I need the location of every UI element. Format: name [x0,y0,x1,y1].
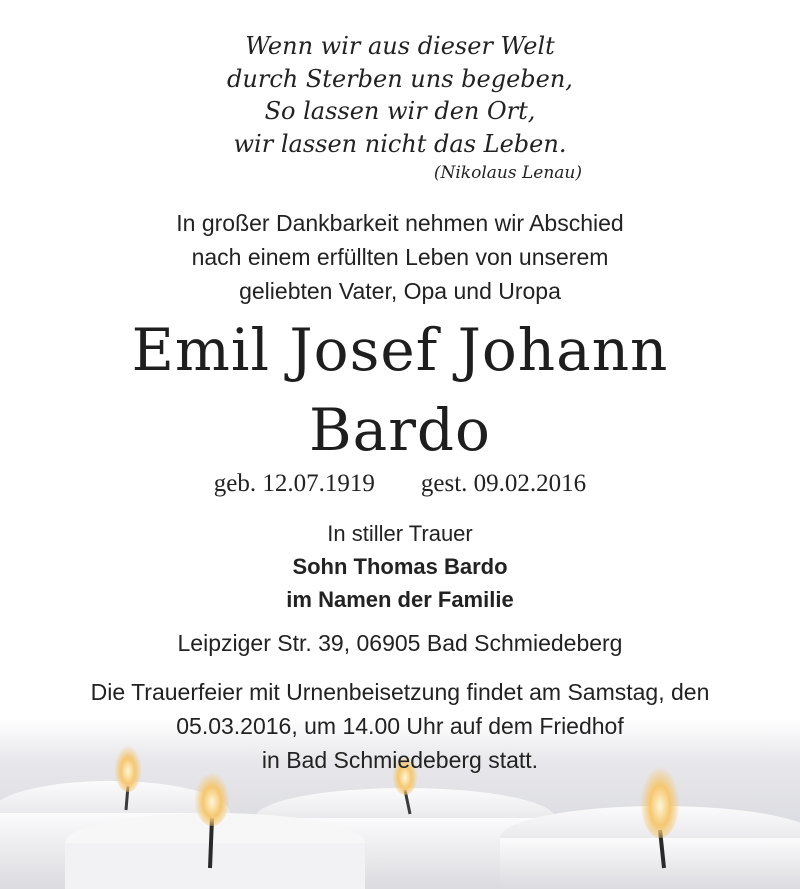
address: Leipziger Str. 39, 06905 Bad Schmiedeberg [177,630,623,656]
poem-line: Wenn wir aus dieser Welt [245,32,555,60]
mourners [0,517,800,616]
poem-author: (Nikolaus Lenau) [433,163,582,183]
mourners-name: Sohn Thomas Bardo [292,554,508,579]
deceased-given-names: Emil Josef Johann [131,316,669,384]
poem-line: durch Sterben uns begeben, [227,64,573,93]
intro-line: nach einem erfüllten Leben von unserem [191,244,609,270]
ceremony-line: 05.03.2016, um 14.00 Uhr auf dem Friedhof [176,713,624,739]
life-dates [0,470,800,498]
intro-text [0,206,800,308]
birth-date: geb. 12.07.1919 [213,470,375,497]
poem-line: So lassen wir den Ort, [264,97,536,125]
deceased-surname: Bardo [309,396,491,464]
mourners-heading: In stiller Trauer [327,521,473,546]
ceremony-info [0,675,800,777]
intro-line: In großer Dankbarkeit nehmen wir Abschied [176,210,624,236]
mourners-family: im Namen der Familie [286,587,514,612]
deceased-name [0,310,800,470]
ceremony-line: Die Trauerfeier mit Urnenbeisetzung findet am Samstag, den [90,679,710,705]
poem [0,30,800,160]
poem-line: wir lassen nicht das Leben. [233,129,567,158]
death-date: gest. 09.02.2016 [420,470,587,497]
ceremony-line: in Bad Schmiedeberg statt. [261,747,539,773]
intro-line: geliebten Vater, Opa und Uropa [239,278,561,304]
